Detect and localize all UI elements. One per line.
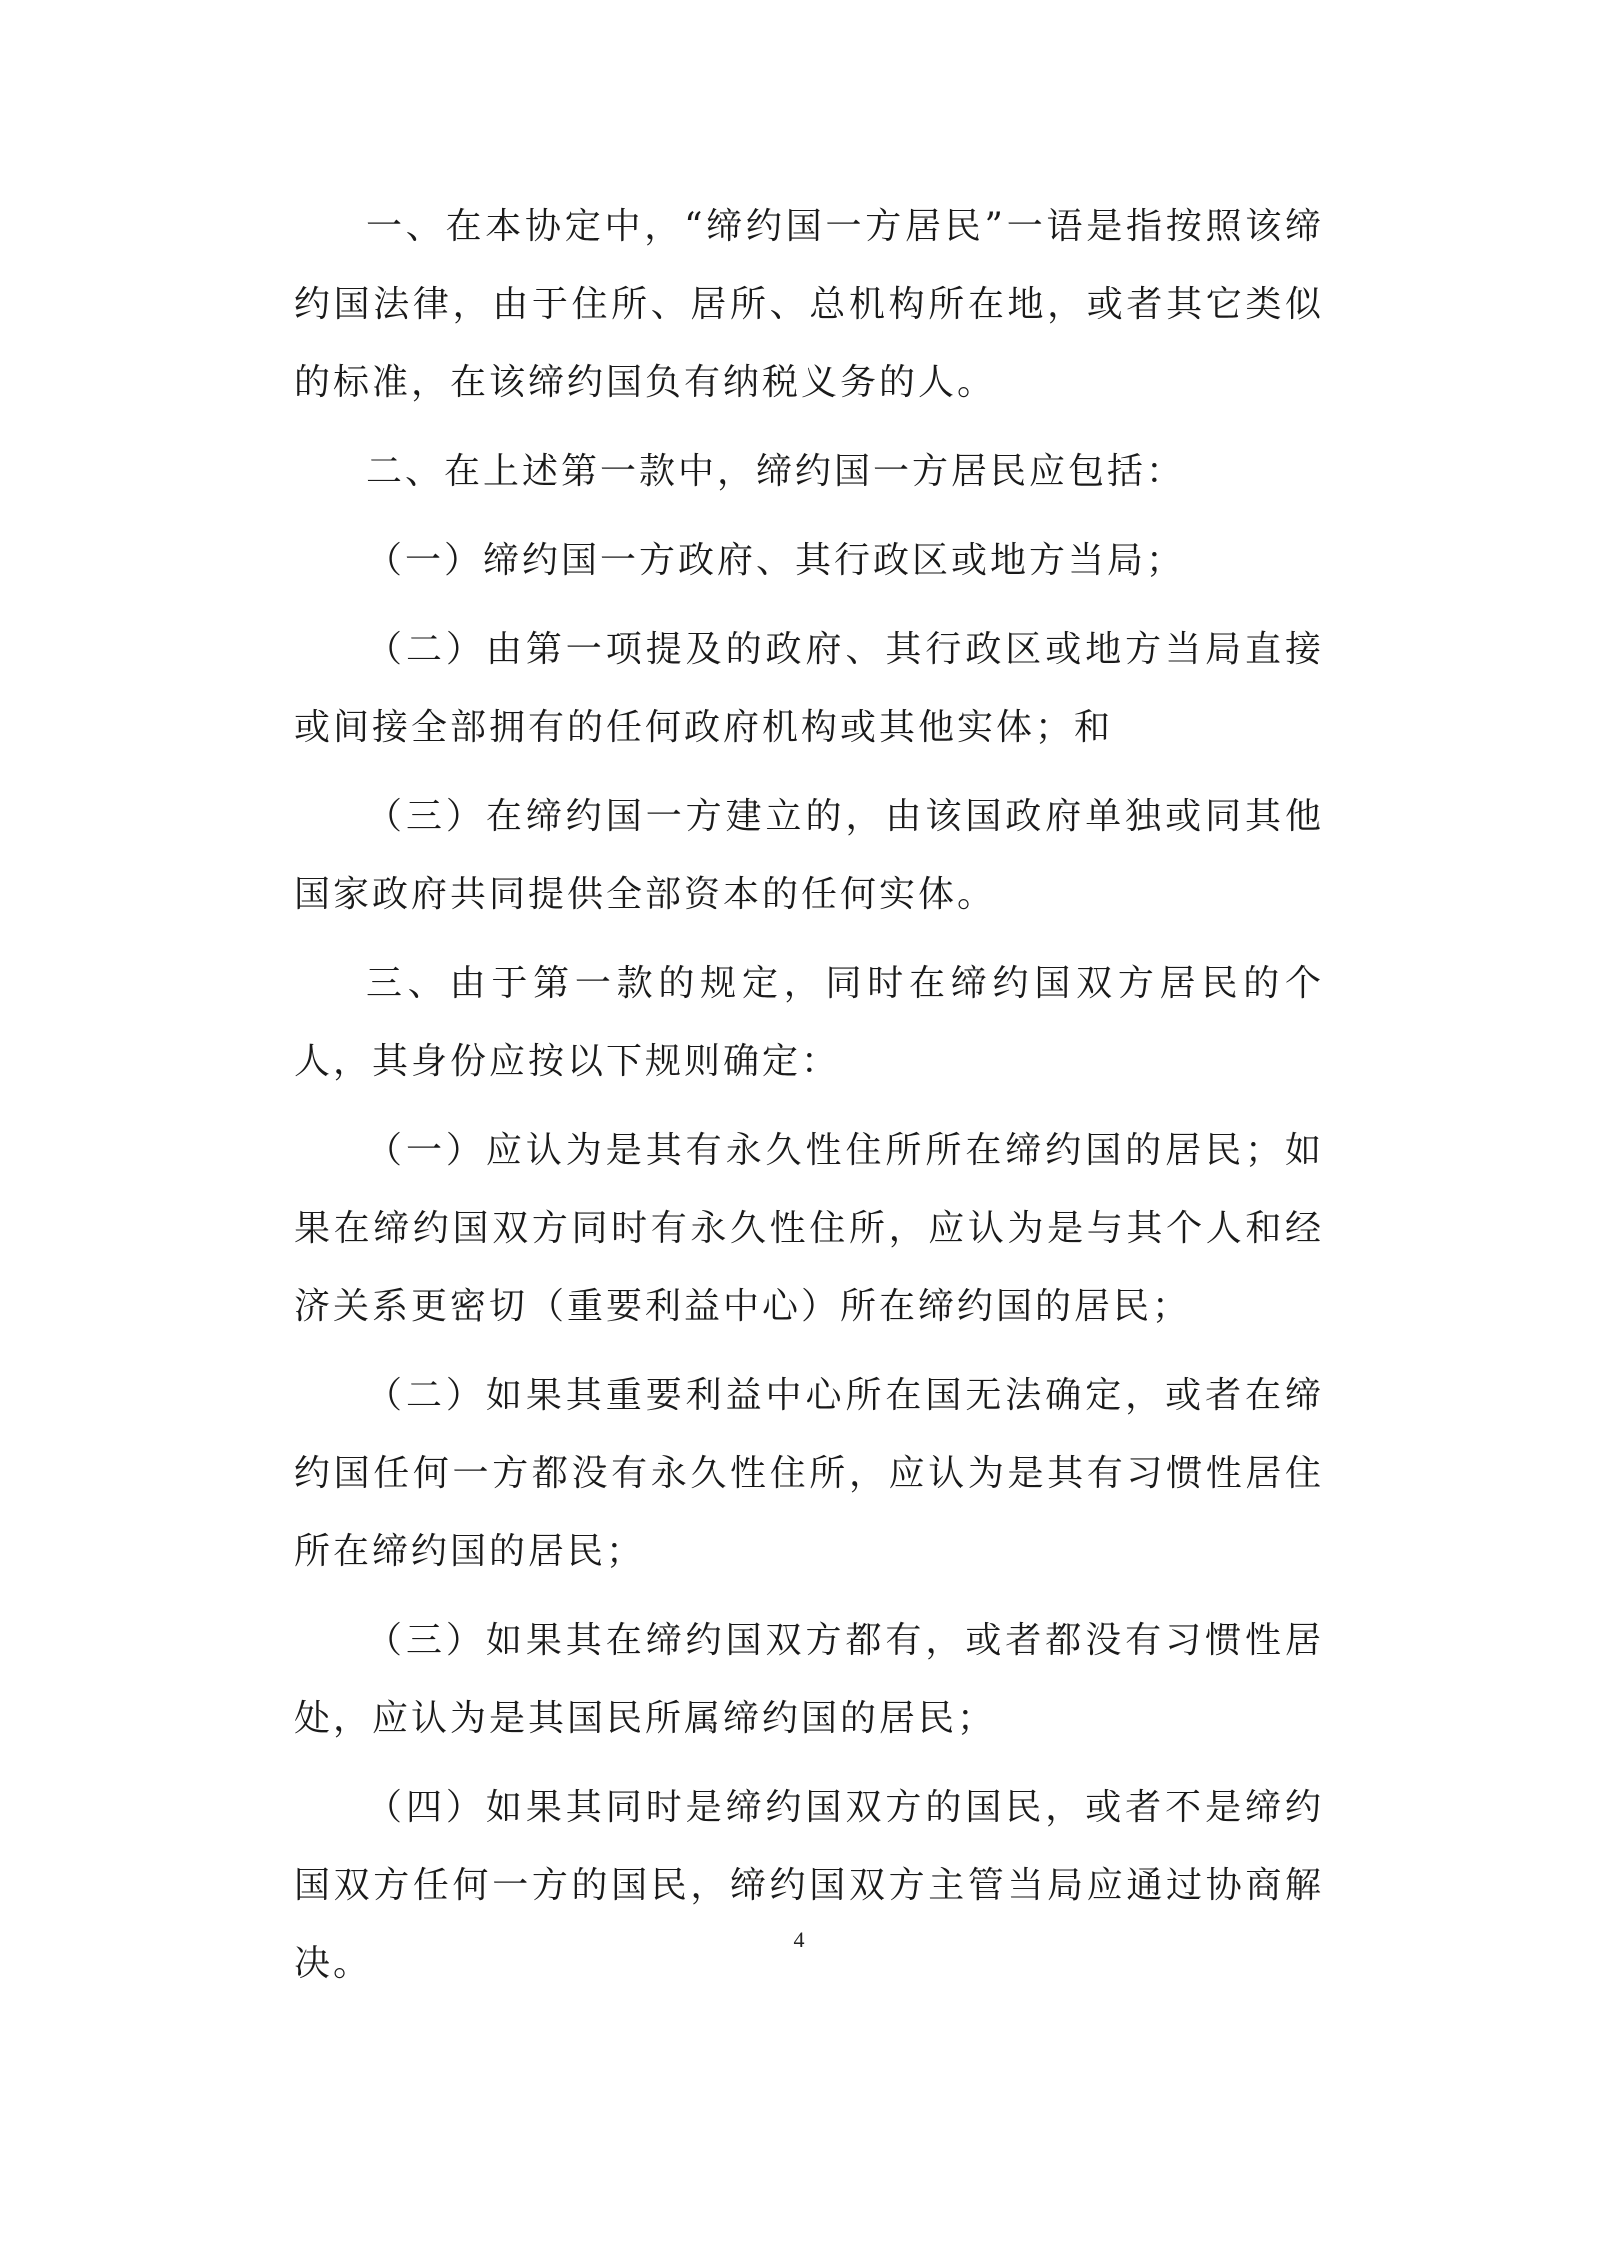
- paragraph-7: （一）应认为是其有永久性住所所在缔约国的居民；如果在缔约国双方同时有永久性住所，应认为是与其个人和经济关系更密切（重要利益中心）所在缔约国的居民；: [294, 1130, 1324, 1327]
- paragraph-1: 一、在本协定中，“缔约国一方居民”一语是指按照该缔约国法律，由于住所、居所、总机构所在地，或者其它类似的标准，在该缔约国负有纳税义务的人。: [294, 206, 1324, 403]
- paragraph-10: （四）如果其同时是缔约国双方的国民，或者不是缔约国双方任何一方的国民，缔约国双方主管当局应通过协商解决。: [294, 1787, 1324, 1984]
- paragraph-6: 三、由于第一款的规定，同时在缔约国双方居民的个人，其身份应按以下规则确定：: [294, 963, 1324, 1082]
- paragraph-2: 二、在上述第一款中，缔约国一方居民应包括：: [366, 451, 1186, 492]
- paragraph-8: （二）如果其重要利益中心所在国无法确定，或者在缔约国任何一方都没有永久性住所，应认为是其有习惯性居住所在缔约国的居民；: [294, 1375, 1324, 1572]
- paragraph-5: （三）在缔约国一方建立的，由该国政府单独或同其他国家政府共同提供全部资本的任何实体。: [294, 796, 1324, 915]
- page-number: 4: [793, 1927, 805, 1952]
- paragraph-3: （一）缔约国一方政府、其行政区或地方当局；: [366, 540, 1186, 581]
- paragraph-4: （二）由第一项提及的政府、其行政区或地方当局直接或间接全部拥有的任何政府机构或其他实体；和: [294, 629, 1324, 748]
- article-body: [294, 188, 1324, 2014]
- paragraph-9: （三）如果其在缔约国双方都有，或者都没有习惯性居处，应认为是其国民所属缔约国的居民；: [294, 1620, 1324, 1739]
